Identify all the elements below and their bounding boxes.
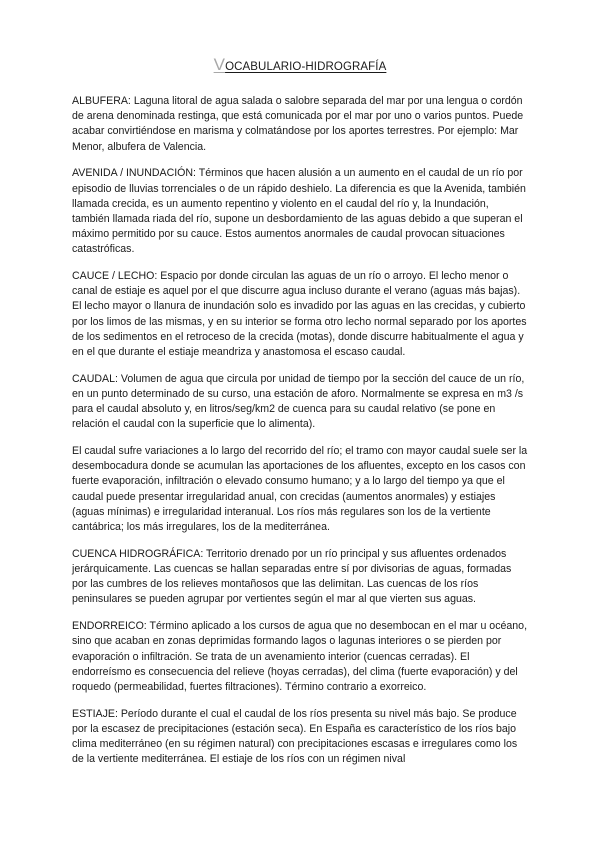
entry-text: Términos que hacen alusión a un aumento en el caudal de un río por episodio de lluvias torrenciales o de un rápido deshielo. La diferencia es que la Avenida, también llamada crecida, es un aumento repentino y violento en el caudal del río y, la Inundación, también llamada riada del río, supone un desbordamiento de las aguas debido a que superan el máximo permitido por su cauce. Estos aumentos anormales de caudal provocan situaciones catastróficas. [72,167,526,256]
entry-term: CAUDAL: [72,372,118,385]
entry-term: ENDORREICO: [72,620,147,633]
entry-text: Volumen de agua que circula por unidad de tiempo por la sección del cauce de un río, en un punto determinado de su curso, una estación de aforo. Normalmente se expresa en m3 /s para el caudal absoluto y, en litros/seg/km2 de cuenca para su caudal relativo (se pone en relación el caudal con la superficie que lo alimenta). [72,372,525,431]
entry-text: Término aplicado a los cursos de agua que no desembocan en el mar u océano, sino que acaban en zonas deprimidas formando lagos o lagunas interiores o se pierden por evaporación o infiltración. Se trata de un avenamiento interior (cuencas cerradas). El endorreísmo es consecuencia del relieve (hoyas cerradas), del clima (fuerte evaporación) y del roquedo (permeabilidad, fuertes filtraciones). Término contrario a exorreico. [72,620,528,693]
title-text: OCABULARIO-HIDROGRAFÍA [225,61,387,73]
entry-caudal-continued [72,444,528,535]
entry-term: ESTIAJE: [72,707,118,720]
entry-endorreico [72,619,528,695]
entry-text: Territorio drenado por un río principal y sus afluentes ordenados jerárquicamente. Las cuencas se hallan separadas entre sí por divisorias de aguas, formadas por las cumbres de los relieves montañosos que las delimitan. Las cuencas de los ríos peninsulares se pueden agrupar por vertientes según el mar al que vierten sus aguas. [72,547,512,606]
entry-estiaje [72,707,528,768]
entry-text: Período durante el cual el caudal de los ríos presenta su nivel más bajo. Se produce por la escasez de precipitaciones (estación seca). En España es característico de los ríos bajo clima mediterráneo (en su régimen natural) con precipitaciones escasas e irregulares como los de la vertiente mediterránea. El estiaje de los ríos con un régimen nival [72,707,518,766]
document-body [72,94,528,779]
entry-term: CAUCE / LECHO: [72,270,158,283]
entry-term: ALBUFERA: [72,95,131,107]
entry-text: Espacio por donde circulan las aguas de un río o arroyo. El lecho menor o canal de estiaje es aquel por el que discurre agua incluso durante el verano (aguas más bajas). El lecho mayor o llanura de inundación solo es invadido por las aguas en las crecidas, y cubierto por los limos de las mismas, y en su interior se forma otro lecho normal separado por los aportes de los sedimentos en el retroceso de la crecida (motas), donde discurre habitualmente el agua y en el que durante el estiaje meandriza y anastomosa el escaso caudal. [72,270,527,359]
entry-term: AVENIDA / INUNDACIÓN: [72,167,197,180]
title-initial: V [213,55,226,74]
entry-text: El caudal sufre variaciones a lo largo del recorrido del río; el tramo con mayor caudal suele ser la desembocadura donde se acumulan las aportaciones de los afluentes, excepto en los casos con fuerte evaporación, infiltración o elevado consumo humano; y a lo largo del tiempo ya que el caudal puede presentar irregularidad anual, con crecidas (aumentos anormales) y estiajes (aguas mínimas) e irregularidad interanual. Los ríos más regulares son los de la vertiente cantábrica; los más irregulares, los de la mediterránea. [72,445,528,534]
entry-text: Laguna litoral de agua salada o salobre separada del mar por una lengua o cordón de arena denominada restinga, que está comunicada por el mar por uno o varios puntos. Puede acabar convirtiéndose en marisma y colmatándose por los aportes terrestres. Por ejemplo: Mar Menor, albufera de Valencia. [72,95,524,153]
entry-caudal [72,372,528,433]
entry-cuenca-hidrografica [72,547,528,608]
entry-term: CUENCA HIDROGRÁFICA: [72,547,204,560]
entry-cauce-lecho [72,269,528,360]
document-title [0,55,600,75]
entry-avenida-inundacion [72,166,528,257]
entry-albufera [72,94,528,155]
